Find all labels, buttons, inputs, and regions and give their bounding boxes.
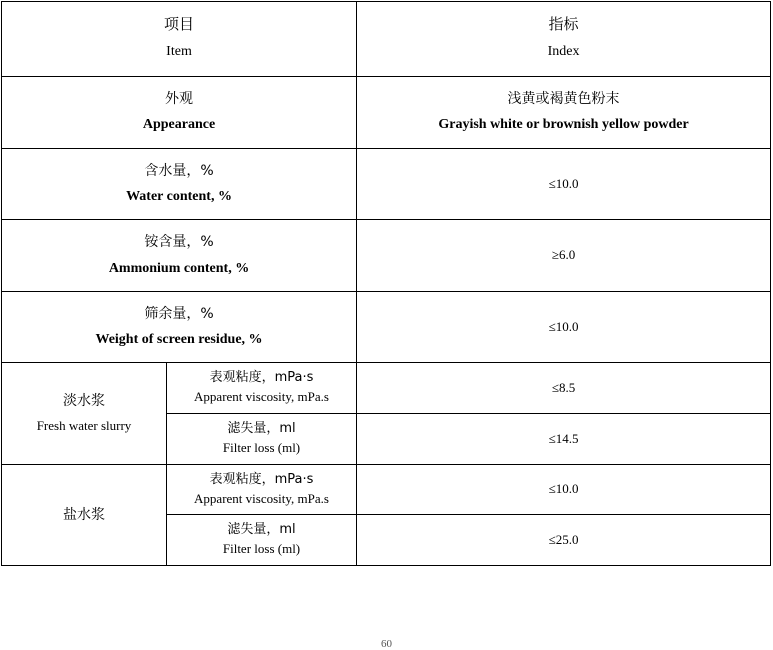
appearance-item-cn: 外观: [165, 91, 193, 108]
row-ammonium-content-index: [357, 220, 771, 292]
salt-filter-loss-en: Filter loss (ml): [222, 541, 301, 557]
fresh-water-slurry-label: [2, 363, 167, 464]
header-cell-item: [2, 2, 357, 77]
fresh-water-slurry-en: Fresh water slurry: [36, 418, 132, 434]
table-row: [2, 363, 771, 414]
salt-viscosity-item: [167, 464, 357, 515]
salt-water-slurry-cn: 盐水浆: [63, 506, 105, 523]
screen-residue-index-value: ≤10.0: [548, 318, 579, 334]
salt-filter-loss-item: [167, 515, 357, 566]
fresh-filter-loss-cn: 滤失量，ml: [227, 421, 296, 437]
appearance-index-en: Grayish white or brownish yellow powder: [438, 117, 689, 133]
row-water-content-index: [357, 148, 771, 220]
header-index-en: Index: [547, 43, 580, 59]
fresh-filter-loss-en: Filter loss (ml): [222, 439, 301, 455]
ammonium-content-item-en: Ammonium content, %: [108, 260, 250, 276]
fresh-viscosity-value: ≤8.5: [551, 379, 576, 395]
salt-viscosity-cn: 表观粘度，mPa·s: [209, 471, 314, 487]
ammonium-content-index-value: ≥6.0: [551, 247, 576, 263]
water-content-item-cn: 含水量，%: [144, 162, 214, 179]
salt-filter-loss-index: [357, 515, 771, 566]
table-header-row: [2, 2, 771, 77]
table-row: [2, 220, 771, 292]
row-appearance-item: [2, 77, 357, 149]
salt-filter-loss-cn: 滤失量，ml: [227, 522, 296, 538]
salt-filter-loss-value: ≤25.0: [548, 531, 579, 547]
specification-table: [1, 1, 771, 566]
table-row: [2, 148, 771, 220]
table-row: [2, 77, 771, 149]
fresh-filter-loss-index: [357, 414, 771, 465]
row-screen-residue-index: [357, 291, 771, 363]
table-row: [2, 464, 771, 515]
header-item-en: Item: [166, 43, 192, 59]
fresh-water-slurry-cn: 淡水浆: [63, 393, 105, 410]
screen-residue-item-cn: 筛余量，%: [144, 305, 214, 322]
row-water-content-item: [2, 148, 357, 220]
salt-viscosity-en: Apparent viscosity, mPa.s: [194, 490, 329, 506]
fresh-viscosity-en: Apparent viscosity, mPa.s: [194, 389, 329, 405]
document-page: [0, 1, 773, 648]
screen-residue-item-en: Weight of screen residue, %: [95, 332, 263, 348]
header-cell-index: [357, 2, 771, 77]
salt-viscosity-value: ≤10.0: [548, 481, 579, 497]
header-item-cn: 项目: [164, 15, 195, 33]
fresh-viscosity-index: [357, 363, 771, 414]
water-content-item-en: Water content, %: [126, 188, 232, 204]
page-number: 60: [381, 638, 392, 650]
fresh-filter-loss-item: [167, 414, 357, 465]
appearance-index-cn: 浅黄或褐黄色粉末: [507, 91, 620, 108]
table-row: [2, 291, 771, 363]
fresh-filter-loss-value: ≤14.5: [548, 430, 579, 446]
row-ammonium-content-item: [2, 220, 357, 292]
fresh-viscosity-item: [167, 363, 357, 414]
header-index-cn: 指标: [548, 15, 579, 33]
salt-water-slurry-label: [2, 464, 167, 565]
appearance-item-en: Appearance: [142, 117, 216, 133]
ammonium-content-item-cn: 铵含量，%: [144, 234, 214, 251]
row-appearance-index: [357, 77, 771, 149]
row-screen-residue-item: [2, 291, 357, 363]
salt-viscosity-index: [357, 464, 771, 515]
fresh-viscosity-cn: 表观粘度，mPa·s: [209, 370, 314, 386]
water-content-index-value: ≤10.0: [548, 175, 579, 191]
